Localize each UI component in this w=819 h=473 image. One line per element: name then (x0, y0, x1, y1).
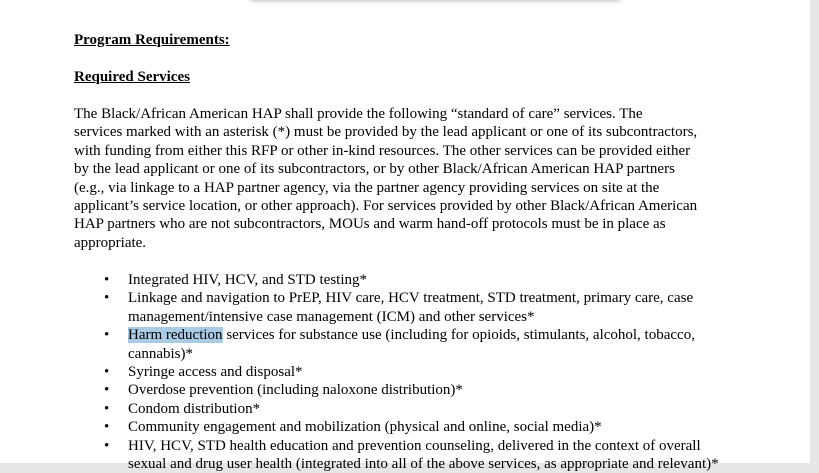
required-services-list (74, 271, 754, 473)
list-item (74, 271, 754, 289)
program-requirements-heading: Program Requirements: (74, 32, 230, 48)
paragraph-line: by the lead applicant or one of its subcontractors, or by other Black/African American HAP partners (74, 161, 675, 178)
list-item (74, 289, 754, 326)
bullet-icon: • (104, 382, 110, 399)
list-item-text: services for substance use (including for opioids, stimulants, alcohol, tobacco, (222, 327, 695, 344)
list-item (74, 326, 754, 363)
list-item-line (128, 326, 754, 344)
paragraph-line: appropriate. (74, 234, 147, 251)
list-item-line: Community engagement and mobilization (physical and online, social media)* (128, 419, 602, 436)
list-item (74, 381, 754, 399)
bullet-icon: • (104, 272, 110, 288)
list-item-line: Condom distribution* (128, 400, 261, 417)
selected-text-highlight[interactable]: Harm reduction (128, 327, 223, 344)
list-item-line: Integrated HIV, HCV, and STD testing* (128, 272, 368, 288)
list-item-line: HIV, HCV, STD health education and prevention counseling, delivered in the context of overall (128, 437, 701, 454)
list-item-line: Syringe access and disposal* (128, 364, 303, 381)
list-item-line: management/intensive case management (ICM) and other services* (128, 308, 535, 325)
list-item (74, 437, 754, 473)
bullet-icon: • (104, 290, 110, 307)
list-item-line: Overdose prevention (including naloxone distribution)* (128, 382, 463, 399)
paragraph-line: HAP partners who are not subcontractors, MOUs and warm hand-off protocols must be in place as (74, 216, 666, 233)
paragraph-line: services marked with an asterisk (*) must be provided by the lead applicant or one of its subcontractors, (74, 124, 698, 141)
paragraph-line: with funding from either this RFP or other in-kind resources. The other services can be provided either (74, 142, 691, 159)
list-item (74, 363, 754, 381)
list-item-line: Linkage and navigation to PrEP, HIV care, HCV treatment, STD treatment, primary care, case (128, 290, 694, 307)
list-item (74, 400, 754, 418)
list-item-line: sexual and drug user health (integrated into all of the above services, as appropriate and relevant)* (128, 456, 719, 473)
bullet-icon: • (104, 327, 110, 344)
paragraph-line: (e.g., via linkage to a HAP partner agency, via the partner agency providing services on site at the (74, 179, 660, 196)
bullet-icon: • (104, 437, 110, 454)
bullet-icon: • (104, 419, 110, 436)
paragraph-line: The Black/African American HAP shall provide the following “standard of care” services. The (74, 106, 643, 122)
list-item (74, 418, 754, 436)
intro-paragraph (74, 105, 744, 252)
bullet-icon: • (104, 364, 110, 381)
required-services-heading: Required Services (74, 69, 190, 85)
paragraph-line: applicant’s service location, or other approach). For services provided by other Black/African American (74, 198, 698, 215)
bullet-icon: • (104, 400, 110, 417)
list-item-line: cannabis)* (128, 345, 193, 362)
